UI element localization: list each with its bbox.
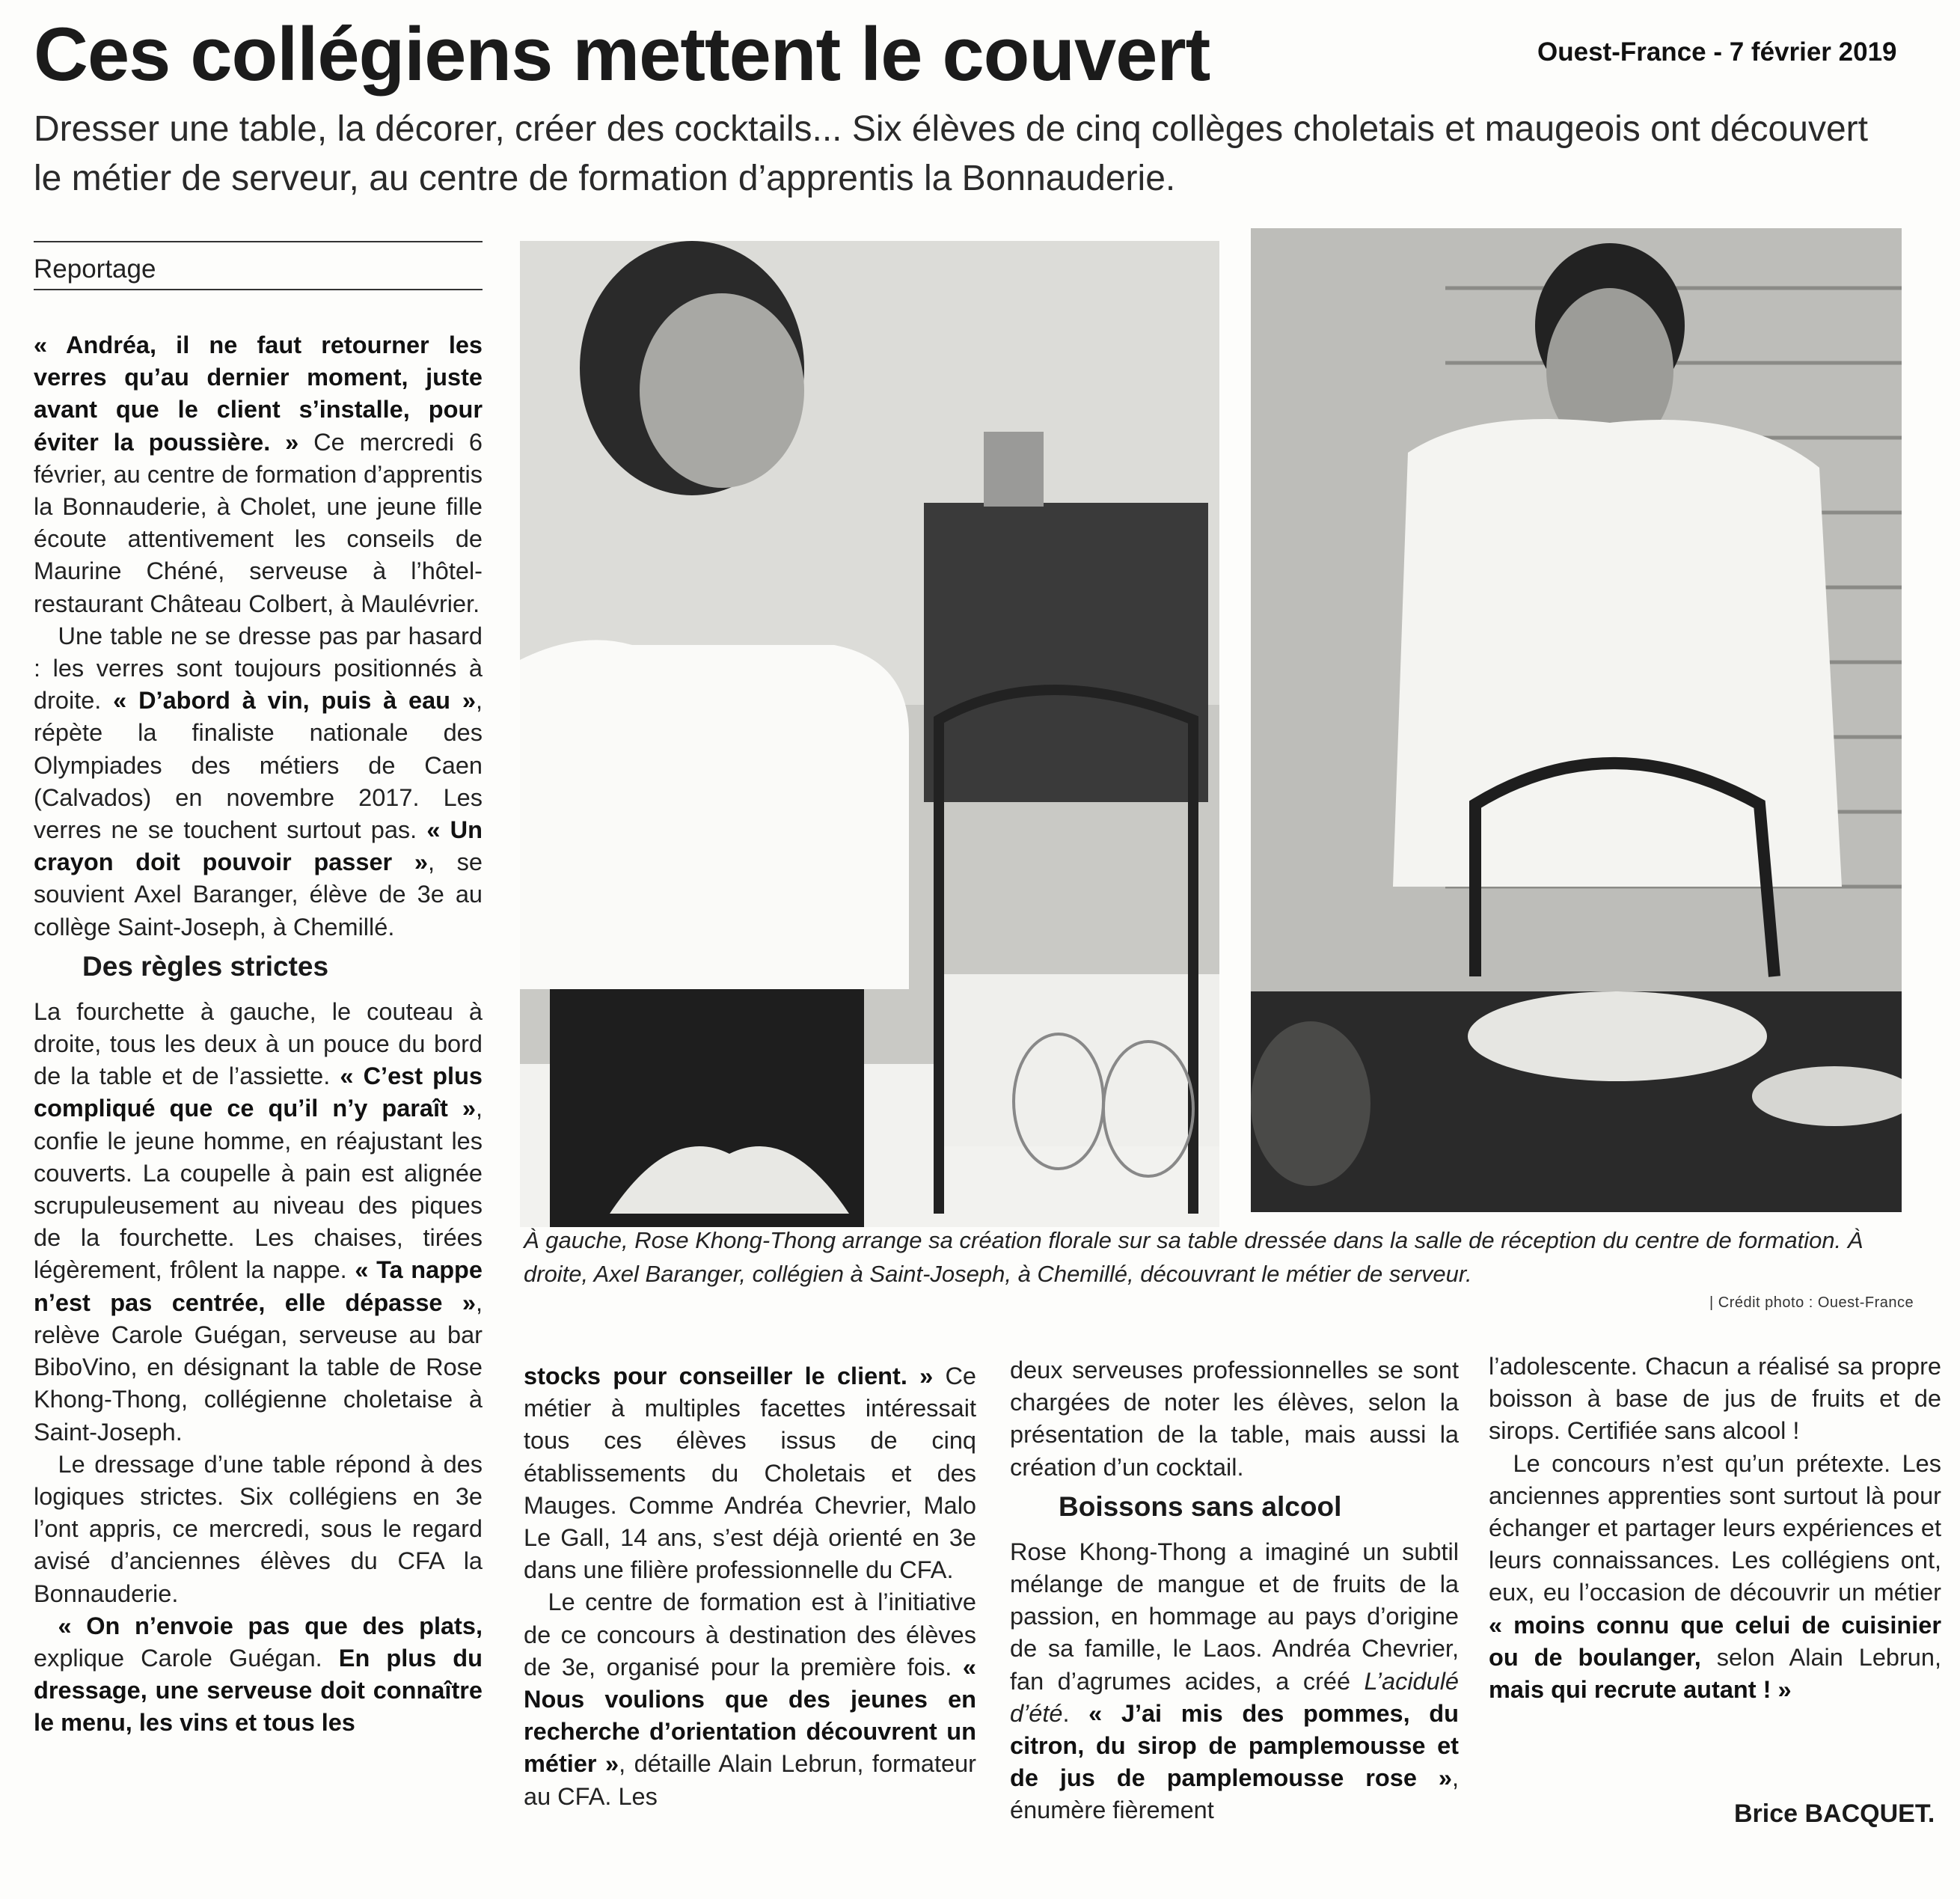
- rubric-label: Reportage: [34, 254, 156, 284]
- paragraph: Le concours n’est qu’un prétexte. Les anciennes apprenties sont surtout là pour échanger et partager leurs expériences et leurs connaissances. Les collégiens ont, eux, eu l’occasion de découvrir un métier « moins connu que celui de cuisinier ou de boulanger, selon Alain Lebrun, mais qui recrute autant ! »: [1489, 1449, 1941, 1704]
- photo-credit: | Crédit photo : Ouest-France: [1709, 1294, 1914, 1311]
- headline: Ces collégiens mettent le couvert: [34, 13, 1210, 97]
- section-heading: Des règles strictes: [82, 950, 329, 982]
- paragraph: deux serveuses professionnelles se sont chargées de noter les élèves, selon la présentation de la table, mais aussi la création d’un cocktail.: [1010, 1357, 1459, 1481]
- rubric-rule-top: [34, 241, 483, 242]
- subhead: Dresser une table, la décorer, créer des cocktails... Six élèves de cinq collèges choletais et maugeois ont découvert le métier de serveur, au centre de formation d’apprentis la Bonnauderie.: [34, 109, 1868, 198]
- paragraph: Le dressage d’une table répond à des logiques strictes. Six collégiens en 3e l’ont appris, ce mercredi, sous le regard avisé d’anciennes élèves du CFA la Bonnauderie.: [34, 1450, 483, 1607]
- paragraph: « On n’envoie pas que des plats, explique Carole Guégan. En plus du dressage, une serveuse doit connaître le menu, les vins et tous les: [34, 1612, 483, 1737]
- rubric-rule-bottom: [34, 289, 483, 290]
- paragraph: l’adolescente. Chacun a réalisé sa propre boisson à base de jus de fruits et de sirops. Certifiée sans alcool !: [1489, 1353, 1941, 1445]
- publication-source: Ouest-France - 7 février 2019: [1537, 37, 1897, 67]
- article-column-2: [524, 1360, 976, 1813]
- paragraph: « Andréa, il ne faut retourner les verres qu’au dernier moment, juste avant que le client s’installe, pour éviter la poussière. » Ce mercredi 6 février, au centre de formation d’apprentis la Bonnauderie, à Cholet, une jeune fille écoute attentivement les conseils de Maurine Chéné, serveuse à l’hôtel-restaurant Château Colbert, à Maulévrier.: [34, 331, 483, 617]
- paragraph: Une table ne se dresse pas par hasard : les verres sont toujours positionnés à droite. « D’abord à vin, puis à eau », répète la finaliste nationale des Olympiades des métiers de Caen (Calvados) en novembre 2017. Les verres ne se touchent surtout pas. « Un crayon doit pouvoir passer », se souvient Axel Baranger, élève de 3e au collège Saint-Joseph, à Chemillé.: [34, 622, 483, 941]
- paragraph: stocks pour conseiller le client. » Ce métier à multiples facettes intéressait tous ces élèves issus de cinq établissements du Choletais et des Mauges. Comme Andréa Chevrier, Malo Le Gall, 14 ans, s’est déjà orienté en 3e dans une filière professionnelle du CFA.: [524, 1363, 976, 1584]
- photo-right-image: [1251, 228, 1902, 1212]
- photo-left-rose-khong-thong: [520, 241, 1219, 1227]
- author-signature: Brice BACQUET.: [1734, 1799, 1935, 1828]
- article-column-4: [1489, 1351, 1941, 1706]
- paragraph: Le centre de formation est à l’initiative de ce concours à destination des élèves de 3e, organisé pour la première fois. « Nous voulions que des jeunes en recherche d’orientation découvrent un métier », détaille Alain Lebrun, formateur au CFA. Les: [524, 1588, 976, 1810]
- photo-caption: À gauche, Rose Khong-Thong arrange sa création florale sur sa table dressée dans la salle de réception du centre de formation. À droite, Axel Baranger, collégien à Saint-Joseph, à Chemillé, découvrant le métier de serveur.: [524, 1227, 1863, 1287]
- paragraph: Rose Khong-Thong a imaginé un subtil mélange de mangue et de fruits de la passion, en hommage au pays d’origine de sa famille, le Laos. Andréa Chevrier, fan d’agrumes acides, a créé L’acidulé d’été. « J’ai mis des pommes, du citron, du sirop de pamplemousse et de jus de pamplemousse rose », énumère fièrement: [1010, 1538, 1459, 1824]
- photo-left-image: [520, 241, 1219, 1227]
- article-column-3: [1010, 1354, 1459, 1827]
- photo-right-axel-baranger: [1251, 228, 1902, 1212]
- paragraph: La fourchette à gauche, le couteau à droite, tous les deux à un pouce du bord de la table et de l’assiette. « C’est plus compliqué que ce qu’il n’y paraît », confie le jeune homme, en réajustant les couverts. La coupelle à pain est alignée scrupuleusement au niveau des piques de la fourchette. Les chaises, tirées légèrement, frôlent la nappe. « Ta nappe n’est pas centrée, elle dépasse », relève Carole Guégan, serveuse au bar BiboVino, en désignant la table de Rose Khong-Thong, collégienne choletaise à Saint-Joseph.: [34, 997, 483, 1446]
- article-column-1: [34, 329, 483, 1740]
- section-heading: Boissons sans alcool: [1059, 1490, 1342, 1522]
